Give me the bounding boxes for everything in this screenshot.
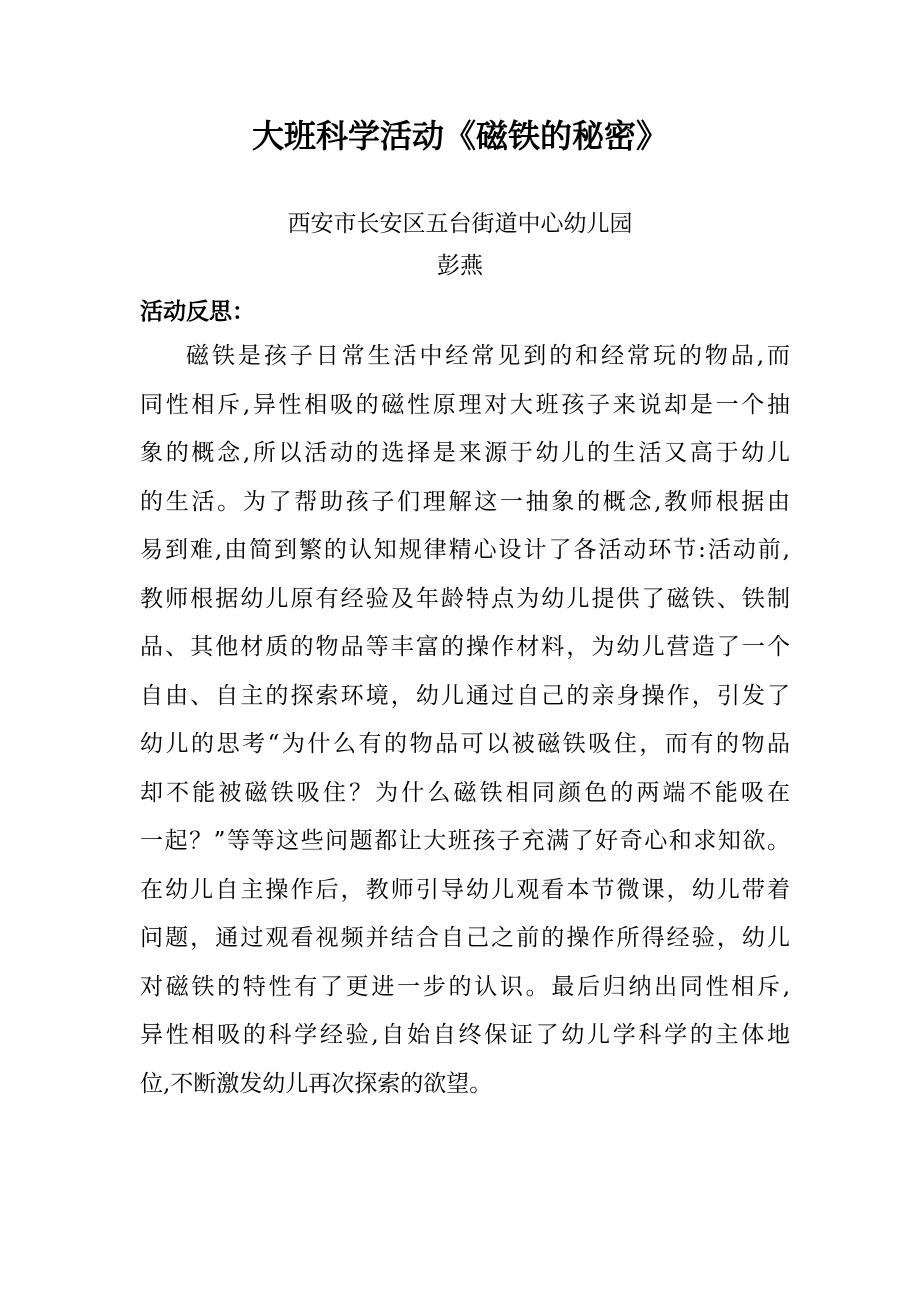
document-title: 大班科学活动《磁铁的秘密》: [251, 117, 668, 155]
organization-name: 西安市长安区五台街道中心幼儿园: [287, 211, 633, 237]
paragraph-line: 问题，通过观看视频并结合自己之前的操作所得经验，幼儿: [140, 925, 790, 951]
paragraph-line: 象的概念,所以活动的选择是来源于幼儿的生活又高于幼儿: [140, 440, 790, 466]
paragraph-line: 自由、自主的探索环境，幼儿通过自己的亲身操作，引发了: [140, 682, 790, 709]
section-heading: 活动反思：: [140, 299, 255, 325]
paragraph-line: 品、其他材质的物品等丰富的操作材料，为幼儿营造了一个: [140, 634, 790, 660]
paragraph-line: 在幼儿自主操作后，教师引导幼儿观看本节微课，幼儿带着: [140, 876, 790, 903]
paragraph-line: 易到难,由简到繁的认知规律精心设计了各活动环节:活动前,: [140, 537, 790, 563]
paragraph-line: 一起？”等等这些问题都让大班孩子充满了好奇心和求知欲。: [140, 828, 790, 854]
paragraph-line: 教师根据幼儿原有经验及年龄特点为幼儿提供了磁铁、铁制: [140, 585, 790, 612]
paragraph-line: 幼儿的思考“为什么有的物品可以被磁铁吸住，而有的物品: [140, 731, 790, 757]
author-name: 彭燕: [437, 253, 483, 279]
paragraph-line: 同性相斥,异性相吸的磁性原理对大班孩子来说却是一个抽: [140, 391, 790, 418]
paragraph-line: 位,不断激发幼儿再次探索的欲望。: [140, 1070, 493, 1097]
paragraph-line: 磁铁是孩子日常生活中经常见到的和经常玩的物品,而: [186, 343, 790, 369]
paragraph-line: 的生活。为了帮助孩子们理解这一抽象的概念,教师根据由: [140, 488, 790, 515]
paragraph-line: 对磁铁的特性有了更进一步的认识。最后归纳出同性相斥,: [140, 973, 790, 1000]
paragraph-line: 却不能被磁铁吸住？为什么磁铁相同颜色的两端不能吸在: [140, 779, 790, 806]
reflection-paragraph: [140, 332, 790, 1108]
paragraph-line: 异性相吸的科学经验,自始自终保证了幼儿学科学的主体地: [140, 1022, 790, 1048]
